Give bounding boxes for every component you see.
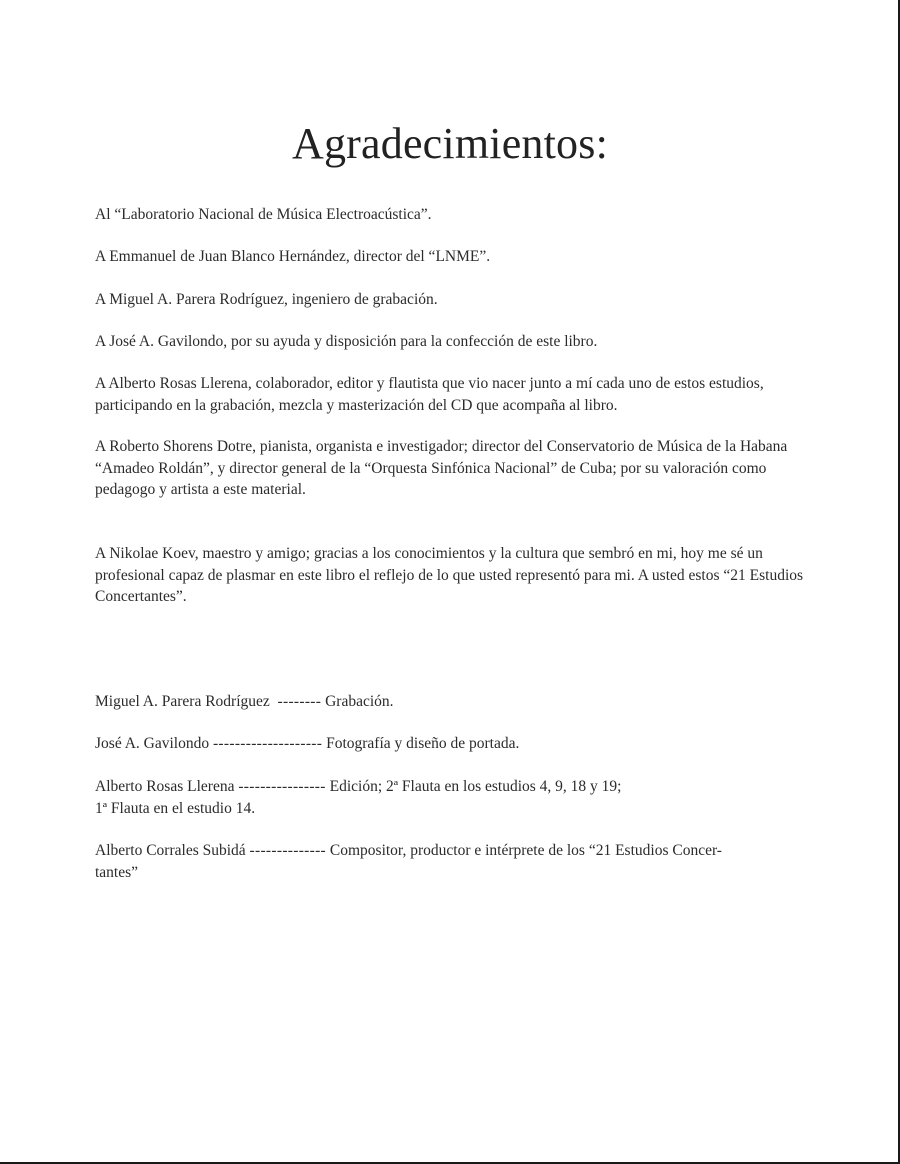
- credit-role: Compositor, productor e intérprete de los “21 Estudios Concer-: [329, 842, 722, 859]
- credit-row: [95, 733, 825, 755]
- credit-row: [95, 691, 825, 713]
- acknowledgement-emmanuel: A Emmanuel de Juan Blanco Hernández, director del “LNME”.: [95, 248, 491, 265]
- acknowledgement-nikolae: A Nikolae Koev, maestro y amigo; gracias a los conocimientos y la cultura que sembró en mi, hoy me sé un profesional capaz de plasmar en este libro el reflejo de lo que usted representó para mi. A usted estos “21 Estudios Concertantes”.: [95, 545, 804, 605]
- acknowledgement-lnme: Al “Laboratorio Nacional de Música Electroacústica”.: [95, 206, 432, 223]
- credit-separator: --------------------: [212, 735, 323, 752]
- credit-separator: ----------------: [238, 778, 326, 795]
- acknowledgement-roberto: A Roberto Shorens Dotre, pianista, organista e investigador; director del Conservatorio de Música de la Habana “Amadeo Roldán”, y director general de la “Orquesta Sinfónica Nacional” de Cuba; por su valoración como pedagogo y artista a este material.: [95, 438, 788, 498]
- acknowledgement-alberto: A Alberto Rosas Llerena, colaborador, editor y flautista que vio nacer junto a mí cada uno de estos estudios, participando en la grabación, mezcla y masterización del CD que acompaña al libro.: [95, 375, 764, 414]
- acknowledgement-jose: A José A. Gavilondo, por su ayuda y disposición para la confección de este libro.: [95, 333, 598, 350]
- credit-role: Fotografía y diseño de portada.: [326, 735, 520, 752]
- credit-name: Miguel A. Parera Rodríguez: [95, 693, 270, 710]
- credit-separator: --------------: [249, 842, 327, 859]
- credit-role: Grabación.: [325, 693, 394, 710]
- credit-role-continuation: 1ª Flauta en el estudio 14.: [95, 799, 256, 817]
- credit-role: Edición; 2ª Flauta en los estudios 4, 9, 18 y 19;: [329, 778, 622, 795]
- page-title: Agradecimientos:: [292, 119, 608, 168]
- credit-row: [95, 840, 825, 883]
- credit-separator: --------: [277, 693, 322, 710]
- credit-name: Alberto Corrales Subidá: [95, 842, 246, 859]
- credit-row: [95, 776, 825, 819]
- credit-name: José A. Gavilondo: [95, 735, 210, 752]
- credit-role-continuation: tantes”: [95, 863, 139, 881]
- credit-name: Alberto Rosas Llerena: [95, 778, 235, 795]
- acknowledgement-miguel: A Miguel A. Parera Rodríguez, ingeniero de grabación.: [95, 291, 438, 308]
